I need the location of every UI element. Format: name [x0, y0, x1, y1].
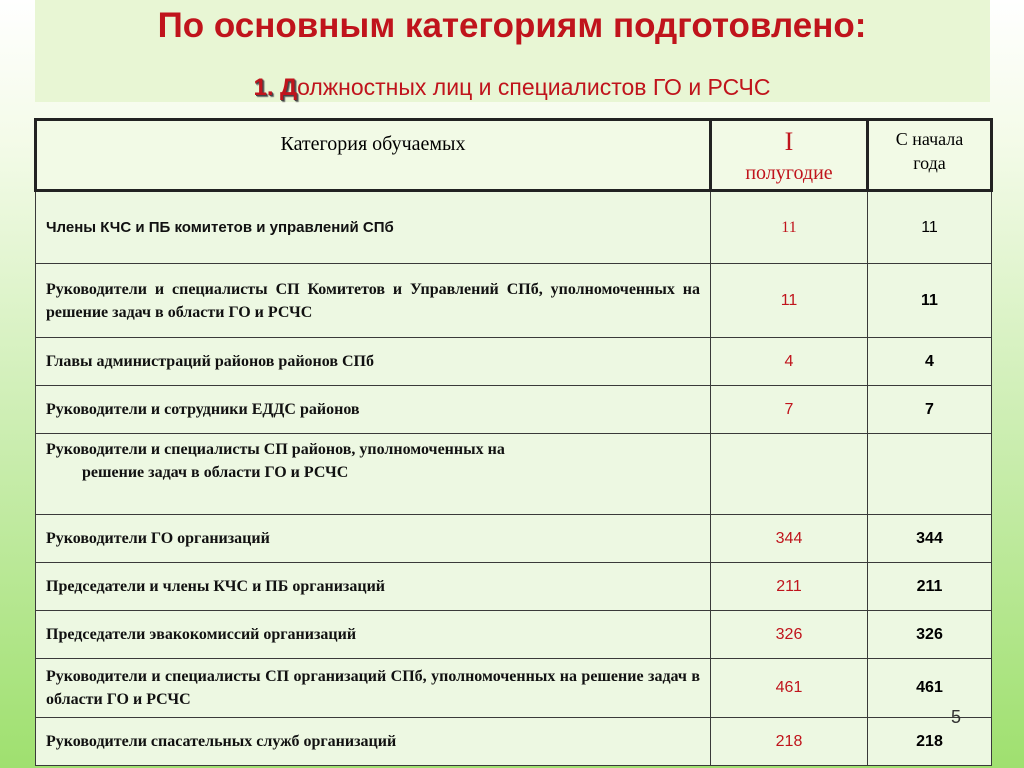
row-first-half: 4 — [711, 338, 868, 386]
row-year-to-date: 4 — [868, 338, 992, 386]
row-category: Руководители спасательных служб организаций — [36, 718, 711, 766]
header-ytd-line1: С начала — [895, 129, 964, 149]
row-category: Руководители и специалисты СП организаций СПб, уполномоченных на решение задач в области ГО и РСЧС — [36, 659, 711, 718]
slide-subtitle — [0, 74, 1024, 102]
table-row — [36, 515, 992, 563]
row-category: Председатели эвакокомиссий организаций — [36, 611, 711, 659]
header-ytd-line2: года — [913, 153, 946, 173]
row-year-to-date: 11 — [868, 191, 992, 264]
row-first-half: 11 — [711, 264, 868, 338]
subtitle-number: 1. — [253, 74, 274, 101]
row-first-half: 344 — [711, 515, 868, 563]
header-first-half — [711, 120, 868, 191]
row-category: Главы администраций районов районов СПб — [36, 338, 711, 386]
row-first-half — [711, 434, 868, 515]
subtitle-text: олжностных лиц и специалистов ГО и РСЧС — [297, 74, 771, 100]
row-category: Председатели и члены КЧС и ПБ организаций — [36, 563, 711, 611]
header-first-half-word: полугодие — [745, 162, 833, 184]
table-row — [36, 191, 992, 264]
row-year-to-date: 7 — [868, 386, 992, 434]
table-row — [36, 264, 992, 338]
header-first-half-roman: I — [784, 127, 794, 156]
training-table — [34, 118, 993, 766]
row-category: Руководители и сотрудники ЕДДС районов — [36, 386, 711, 434]
row-year-to-date: 326 — [868, 611, 992, 659]
row-first-half: 218 — [711, 718, 868, 766]
row-year-to-date: 11 — [868, 264, 992, 338]
row-first-half: 326 — [711, 611, 868, 659]
row-category-line1: Руководители и специалисты СП районов, уполномоченных на — [46, 441, 505, 458]
slide-title: По основным категориям подготовлено: — [157, 6, 867, 45]
page-number: 5 — [951, 707, 962, 727]
table-row — [36, 718, 992, 766]
row-first-half: 211 — [711, 563, 868, 611]
table-header-row — [36, 120, 992, 191]
row-first-half: 7 — [711, 386, 868, 434]
row-category: Руководители ГО организаций — [36, 515, 711, 563]
table-row — [36, 563, 992, 611]
row-first-half: 11 — [711, 191, 868, 264]
row-year-to-date: 211 — [868, 563, 992, 611]
row-category-line2: решение задач в области ГО и РСЧС — [82, 464, 349, 481]
table-row — [36, 611, 992, 659]
row-category: Члены КЧС и ПБ комитетов и управлений СПб — [36, 191, 711, 264]
row-category — [36, 434, 711, 515]
table-row — [36, 659, 992, 718]
table-row — [36, 338, 992, 386]
row-year-to-date: 344 — [868, 515, 992, 563]
row-year-to-date: 218 — [868, 718, 992, 766]
subtitle-first-letter: Д — [279, 74, 298, 101]
header-year-to-date — [868, 120, 992, 191]
header-category: Категория обучаемых — [36, 120, 711, 191]
row-first-half: 461 — [711, 659, 868, 718]
table-row — [36, 386, 992, 434]
row-year-to-date — [868, 434, 992, 515]
row-category: Руководители и специалисты СП Комитетов и Управлений СПб, уполномоченных на решение задач в области ГО и РСЧС — [36, 264, 711, 338]
table-row — [36, 434, 992, 515]
row-year-to-date: 461 — [868, 659, 992, 718]
